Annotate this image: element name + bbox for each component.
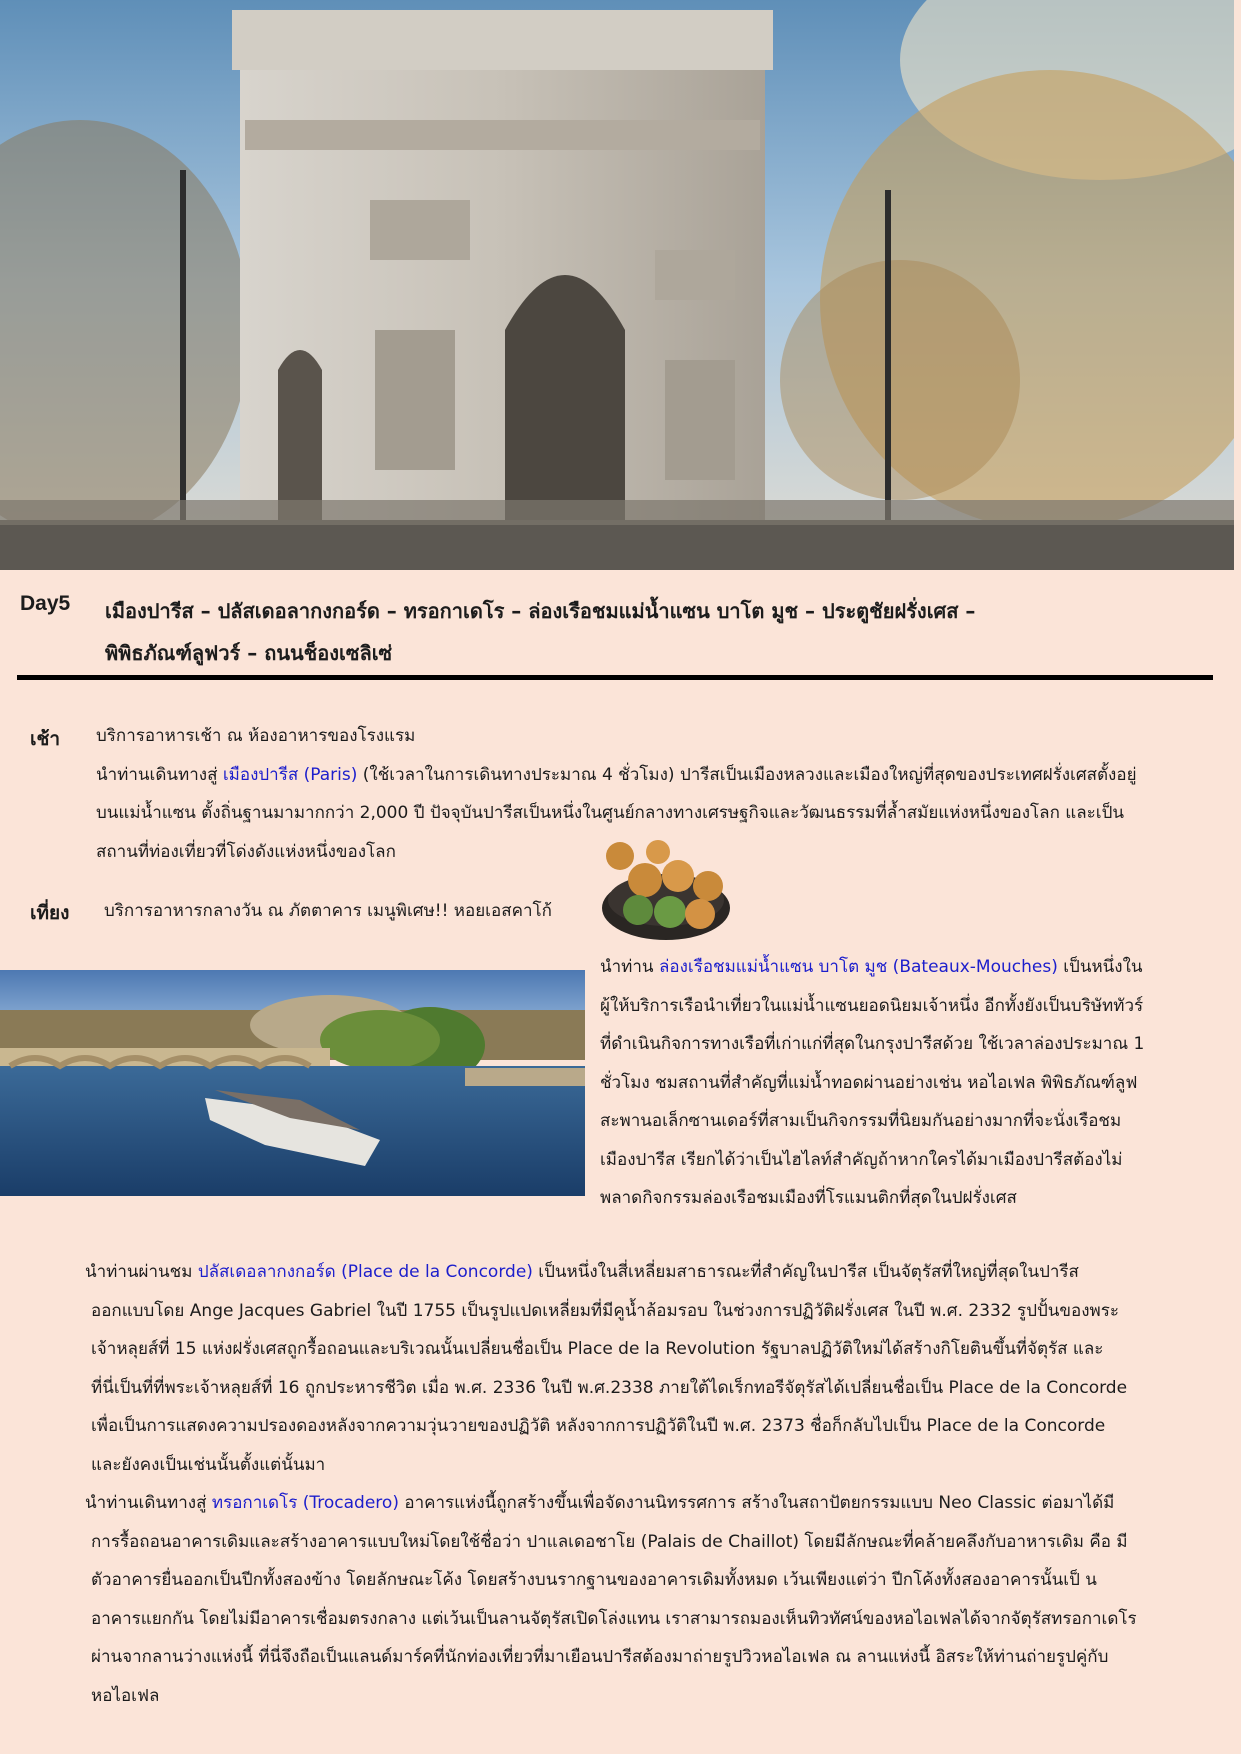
day-title-line-1: เมืองปารีส – ปลัสเดอลากงกอร์ด – ทรอกาเดโร – ล่องเรือชมแม่น้ำแซน บาโต มูช – ประตูชัยฝรั่งเศส – — [105, 599, 976, 623]
cruise-paragraph — [600, 948, 1144, 1218]
lunch-label: เที่ยง — [30, 902, 70, 924]
cruise-line-6: เมืองปารีส เรียกได้ว่าเป็นไฮไลท์สำคัญถ้าหากใครได้มาเมืองปารีสต้องไม่ — [600, 1149, 1123, 1170]
trocadero-line-2: การรื้อถอนอาคารเดิมและสร้างอาคารแบบใหม่โดยใช้ชื่อว่า ปาแลเดอชาโย (Palais de Chaillot) โดยมีลักษณะที่คล้ายคลึงกับอาหารเดิม คือ มี — [91, 1531, 1128, 1552]
cruise-line-4: ชั่วโมง ชมสถานที่สำคัญที่แม่น้ำทอดผ่านอย่างเช่น หอไอเฟล พิพิธภัณฑ์ลูฟ — [600, 1072, 1138, 1093]
hero-image — [0, 0, 1234, 570]
trocadero-line-3: ตัวอาคารยื่นออกเป็นปีกทั้งสองข้าง โดยลักษณะโค้ง โดยสร้างบนรากฐานของอาคารเดิมทั้งหมด เว้นเพียงแต่ว่า ปีกโค้งทั้งสองอาคารนั้นเป็ น — [91, 1570, 1097, 1590]
concorde-line-2: ออกแบบโดย Ange Jacques Gabriel ในปี 1755 เป็นรูปแปดเหลี่ยมที่มีคูน้ำล้อมรอบ ในช่วงการปฏิวัติฝรั่งเศส ในปี พ.ศ. 2332 รูปปั้นของพระ — [91, 1300, 1119, 1321]
trocadero-paragraph — [85, 1484, 1137, 1715]
lunch-text: บริการอาหารกลางวัน ณ ภัตตาคาร เมนูพิเศษ!! หอยเอสคาโก้ — [104, 901, 552, 921]
cruise-line-7: พลาดกิจกรรมล่องเรือชมเมืองที่โรแมนติกที่สุดในปฝรั่งเศส — [600, 1188, 1017, 1208]
day-title — [105, 590, 1165, 674]
morning-line-1: บริการอาหารเช้า ณ ห้องอาหารของโรงแรม — [96, 726, 416, 746]
concorde-line-3: เจ้าหลุยส์ที่ 15 แห่งฝรั่งเศสถูกรื้อถอนและบริเวณนั้นเปลี่ยนชื่อเป็น Place de la Revolution รัฐบาลปฏิวัติใหม่ได้สร้างกิโยตินขึ้นที่จัตุรัส และ — [91, 1339, 1104, 1359]
day-title-line-2: พิพิธภัณฑ์ลูฟวร์ – ถนนช็องเซลิเซ่ — [105, 641, 393, 665]
trocadero-link: ทรอกาเดโร (Trocadero) — [211, 1493, 399, 1513]
trocadero-line-4: อาคารแยกกัน โดยไม่มีอาคารเชื่อมตรงกลาง แต่เว้นเป็นลานจัตุรัสเปิดโล่งแทน เราสามารถมองเห็นทิวทัศน์ของหอไอเฟลได้จากจัตุรัสทรอกาเดโร — [91, 1608, 1137, 1629]
seine-boat-image — [0, 970, 585, 1196]
cruise-line-2: ผู้ให้บริการเรือนำเที่ยวในแม่น้ำแซนยอดนิยมเจ้าหนึ่ง อีกทั้งยังเป็นบริษัททัวร์ — [600, 995, 1144, 1016]
concorde-line-4: ที่นี่เป็นที่ที่พระเจ้าหลุยส์ที่ 16 ถูกประหารชีวิต เมื่อ พ.ศ. 2336 ในปี พ.ศ.2338 ภายใต้ไดเร็กทอรีจัตุรัสได้เปลี่ยนชื่อเป็น Place de la Concorde — [91, 1377, 1128, 1398]
morning-line-2: นำท่านเดินทางสู่ เมืองปารีส (Paris) (ใช้เวลาในการเดินทางประมาณ 4 ชั่วโมง) ปารีสเป็นเมืองหลวงและเมืองใหญ่ที่สุดของประเทศฝรั่งเศสตั้งอยู่ — [96, 764, 1137, 785]
escargot-image — [600, 838, 732, 943]
trocadero-line-1: นำท่านเดินทางสู่ ทรอกาเดโร (Trocadero) อาคารแห่งนี้ถูกสร้างขึ้นเพื่อจัดงานนิทรรศการ สร้างในสถาปัตยกรรมแบบ Neo Classic ต่อมาได้มี — [85, 1493, 1115, 1513]
day-label: Day5 — [20, 592, 71, 615]
concorde-link: ปลัสเดอลากงกอร์ด (Place de la Concorde) — [197, 1262, 533, 1282]
morning-line-4: สถานที่ท่องเที่ยวที่โด่งดังแห่งหนึ่งของโลก — [96, 841, 396, 862]
paris-link: เมืองปารีส (Paris) — [222, 764, 358, 785]
bateaux-mouches-link: ล่องเรือชมแม่น้ำแซน บาโต มูช (Bateaux-Mouches) — [658, 957, 1058, 977]
cruise-line-1: นำท่าน ล่องเรือชมแม่น้ำแซน บาโต มูช (Bateaux-Mouches) เป็นหนึ่งใน — [600, 957, 1143, 977]
morning-line-3: บนแม่น้ำแซน ตั้งถิ่นฐานมามากกว่า 2,000 ปี ปัจจุบันปารีสเป็นหนึ่งในศูนย์กลางทางเศรษฐกิจและวัฒนธรรมที่ล้ำสมัยแห่งหนึ่งของโลก และเป็น — [96, 803, 1124, 823]
morning-label: เช้า — [30, 728, 61, 750]
cruise-line-5: สะพานอเล็กซานเดอร์ที่สามเป็นกิจกรรมที่นิยมกันอย่างมากที่จะนั่งเรือชม — [600, 1111, 1122, 1131]
header-divider — [17, 675, 1213, 680]
concorde-line-5: เพื่อเป็นการแสดงความปรองดองหลังจากความวุ่นวายของปฏิวัติ หลังจากการปฏิวัติในปี พ.ศ. 2373 ชื่อก็กลับไปเป็น Place de la Concorde — [91, 1416, 1106, 1436]
trocadero-line-5: ผ่านจากลานว่างแห่งนี้ ที่นี่จึงถือเป็นแลนด์มาร์คที่นักท่องเที่ยวที่มาเยือนปารีสต้องมาถ่ายรูปวิวหอไอเฟล ณ ลานแห่งนี้ อิสระให้ท่านถ่ายรูปคู่กับ — [91, 1647, 1109, 1667]
concorde-paragraph — [85, 1253, 1127, 1484]
concorde-line-1: นำท่านผ่านชม ปลัสเดอลากงกอร์ด (Place de la Concorde) เป็นหนึ่งในสี่เหลี่ยมสาธารณะที่สำคัญในปารีส เป็นจัตุรัสที่ใหญ่ที่สุดในปารีส — [85, 1262, 1079, 1282]
concorde-line-6: และยังคงเป็นเช่นนั้นตั้งแต่นั้นมา — [91, 1454, 326, 1475]
trocadero-line-6: หอไอเฟล — [91, 1685, 160, 1706]
cruise-line-3: ที่ดำเนินกิจการทางเรือที่เก่าแก่ที่สุดในกรุงปารีสด้วย ใช้เวลาล่องประมาณ 1 — [600, 1034, 1145, 1054]
